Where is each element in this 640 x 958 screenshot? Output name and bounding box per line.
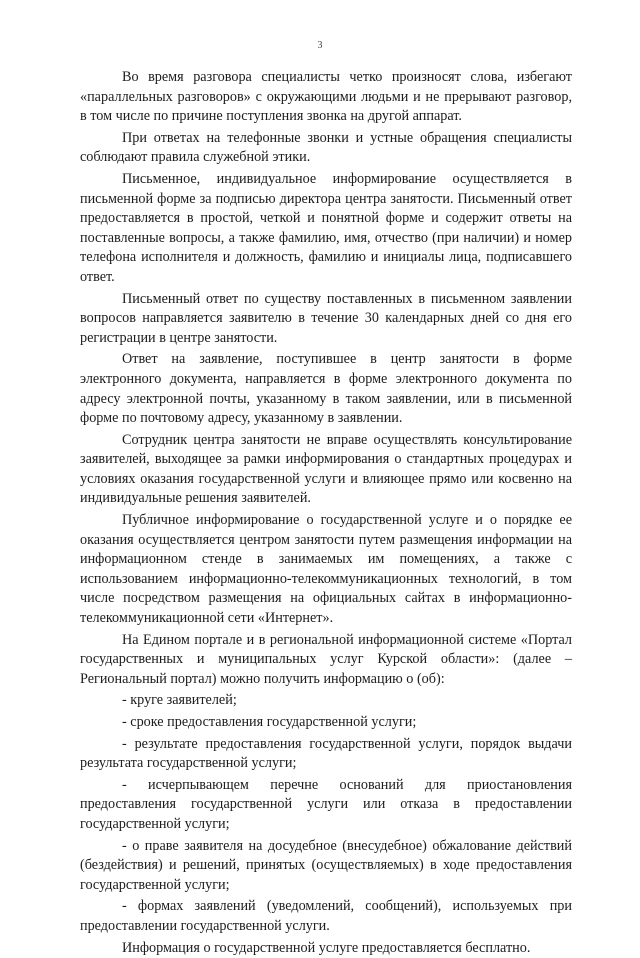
list-item: - исчерпывающем перечне оснований для приостановления предоставления государственной услуги или отказа в предоставлении государственной услуги; (80, 776, 572, 832)
paragraph: Публичное информирование о государственной услуге и о порядке ее оказания осуществляется центром занятости путем размещения информации на информационном стенде в занимаемых им помещениях, а также с использованием информационно-телекоммуникационных технологий, в том числе посредством размещения на официальных сайтах в информационно-телекоммуникационной сети «Интернет». (80, 512, 572, 627)
list-item: - результате предоставления государственной услуги, порядок выдачи результата государственной услуги; (80, 735, 572, 772)
paragraph: Письменный ответ по существу поставленных в письменном заявлении вопросов направляется заявителю в течение 30 календарных дней со дня его регистрации в центре занятости. (80, 290, 572, 346)
paragraph: На Едином портале и в региональной информационной системе «Портал государственных и муниципальных услуг Курской области»: (далее – Региональный портал) можно получить информацию о (об): (80, 631, 572, 687)
paragraph: Информация о государственной услуге предоставляется бесплатно. (122, 939, 531, 956)
list-item: - формах заявлений (уведомлений, сообщений), используемых при предоставлении государственной услуги. (80, 898, 572, 934)
paragraph: Ответ на заявление, поступившее в центр занятости в форме электронного документа, направляется в форме электронного документа по адресу электронной почты, указанному в таком заявлении, или в письменной форме по почтовому адресу, указанному в заявлении. (80, 351, 572, 427)
list-item: - круге заявителей; (122, 692, 237, 709)
paragraph: Сотрудник центра занятости не вправе осуществлять консультирование заявителей, выходящее за рамки информирования о стандартных процедурах и условиях оказания государственной услуги и влияющее прямо или косвенно на индивидуальные решения заявителей. (80, 431, 572, 507)
list-item: - сроке предоставления государственной услуги; (122, 714, 417, 730)
paragraph: При ответах на телефонные звонки и устные обращения специалисты соблюдают правила служебной этики. (80, 129, 572, 166)
paragraph: Письменное, индивидуальное информирование осуществляется в письменной форме за подписью директора центра занятости. Письменный ответ предоставляется в простой, четкой и понятной форме и содержит ответы на поставленные вопросы, а также фамилию, имя, отчество (при наличии) и номер телефона исполнителя и должность, фамилию и инициалы лица, подписавшего ответ. (80, 170, 572, 285)
document-body (80, 68, 572, 958)
page-number: 3 (317, 40, 323, 51)
paragraph: Во время разговора специалисты четко произносят слова, избегают «параллельных разговоров» с окружающими людьми и не прерывают разговор, в том числе по причине поступления звонка на другой аппарат. (80, 69, 572, 125)
list-item: - о праве заявителя на досудебное (внесудебное) обжалование действий (бездействия) и решений, принятых (осуществляемых) в ходе предоставления государственной услуги; (80, 837, 572, 893)
